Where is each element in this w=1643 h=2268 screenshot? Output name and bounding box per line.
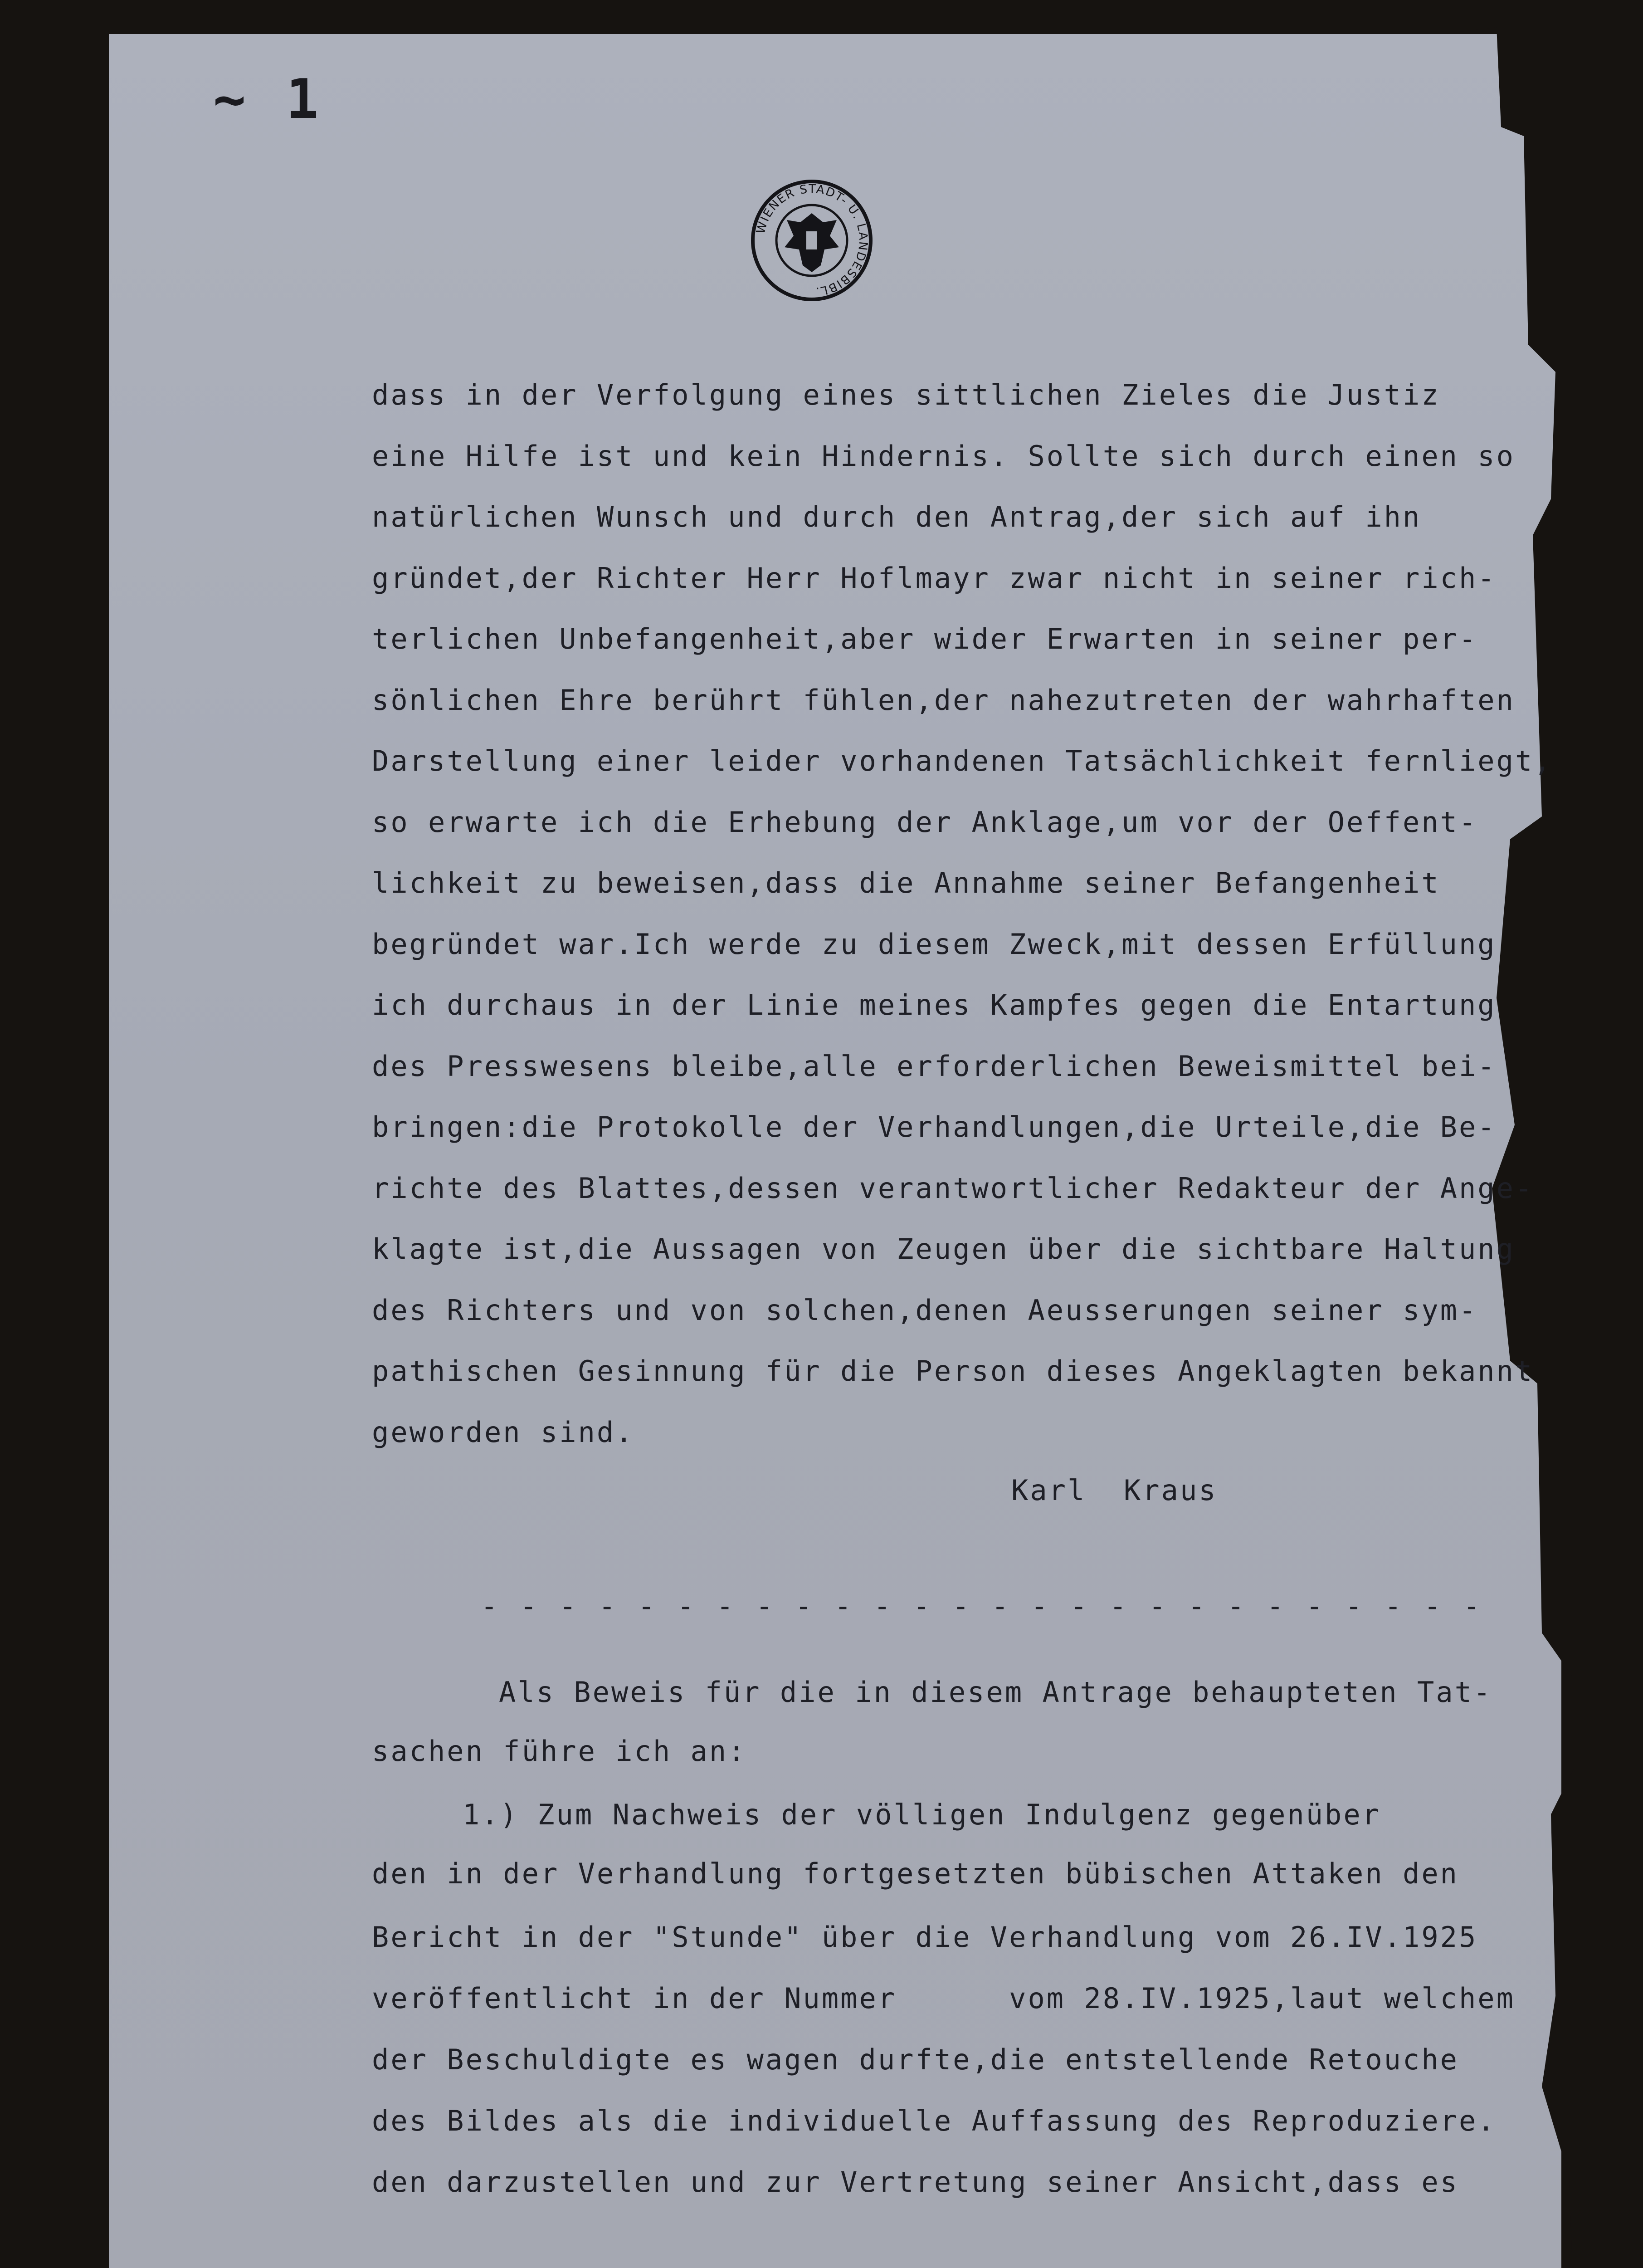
text-line: klagte ist,die Aussagen von Zeugen über die sichtbare Haltung [372,1232,1515,1266]
text-line: richte des Blattes,dessen verantwortlicher Redakteur der Ange- [372,1171,1534,1205]
text-line: des Richters und von solchen,denen Aeusserungen seiner sym- [372,1293,1478,1327]
text-line: des Bildes als die individuelle Auffassung des Reproduziere. [372,2104,1497,2137]
text-line: Darstellung einer leider vorhandenen Tatsächlichkeit fernliegt, [372,744,1553,777]
text-line: so erwarte ich die Erhebung der Anklage,um vor der Oeffent- [372,805,1478,839]
text-line: bringen:die Protokolle der Verhandlungen,die Urteile,die Be- [372,1110,1497,1144]
signature: Karl Kraus [1011,1474,1218,1507]
text-line: natürlichen Wunsch und durch den Antrag,der sich auf ihn [372,500,1422,533]
text-line: sachen führe ich an: [372,1735,747,1768]
text-line: begründet war.Ich werde zu diesem Zweck,mit dessen Erfüllung [372,927,1497,961]
stamp-ring-text: WIENER STADT- U. LANDESBIBL. [754,182,870,298]
text-line: Bericht in der "Stunde" über die Verhandlung vom 26.IV.1925 [372,1921,1478,1954]
text-line: geworden sind. [372,1415,634,1449]
text-line: 1.) Zum Nachweis der völligen Indulgenz gegenüber [463,1798,1381,1831]
text-line: terlichen Unbefangenheit,aber wider Erwarten in seiner per- [372,622,1478,655]
library-stamp [748,177,875,304]
text-line: des Presswesens bleibe,alle erforderlichen Beweismittel bei- [372,1049,1497,1083]
text-line: Als Beweis für die in diesem Antrage behaupteten Tat- [499,1676,1492,1709]
corner-mark: ~ 1 [213,68,322,131]
text-line: den darzustellen und zur Vertretung seiner Ansicht,dass es [372,2165,1459,2199]
separator-line: - - - - - - - - - - - - - - - - - - - - - - - - - - [481,1589,1483,1623]
text-line: den in der Verhandlung fortgesetzten bübischen Attaken den [372,1857,1459,1890]
text-line: eine Hilfe ist und kein Hindernis. Sollte sich durch einen so [372,439,1515,473]
text-line: pathischen Gesinnung für die Person dieses Angeklagten bekannt [372,1354,1534,1388]
text-line: gründet,der Richter Herr Hoflmayr zwar nicht in seiner rich- [372,561,1497,595]
text-line: der Beschuldigte es wagen durfte,die entstellende Retouche [372,2043,1459,2076]
text-line: sönlichen Ehre berührt fühlen,der nahezutreten der wahrhaften [372,683,1515,717]
text-line: veröffentlicht in der Nummer vom 28.IV.1925,laut welchem [372,1982,1515,2015]
eagle-crest-icon [785,213,839,272]
text-line: lichkeit zu beweisen,dass die Annahme seiner Befangenheit [372,866,1440,899]
text-line: ich durchaus in der Linie meines Kampfes gegen die Entartung [372,988,1497,1022]
text-line: dass in der Verfolgung eines sittlichen Zieles die Justiz [372,378,1440,411]
